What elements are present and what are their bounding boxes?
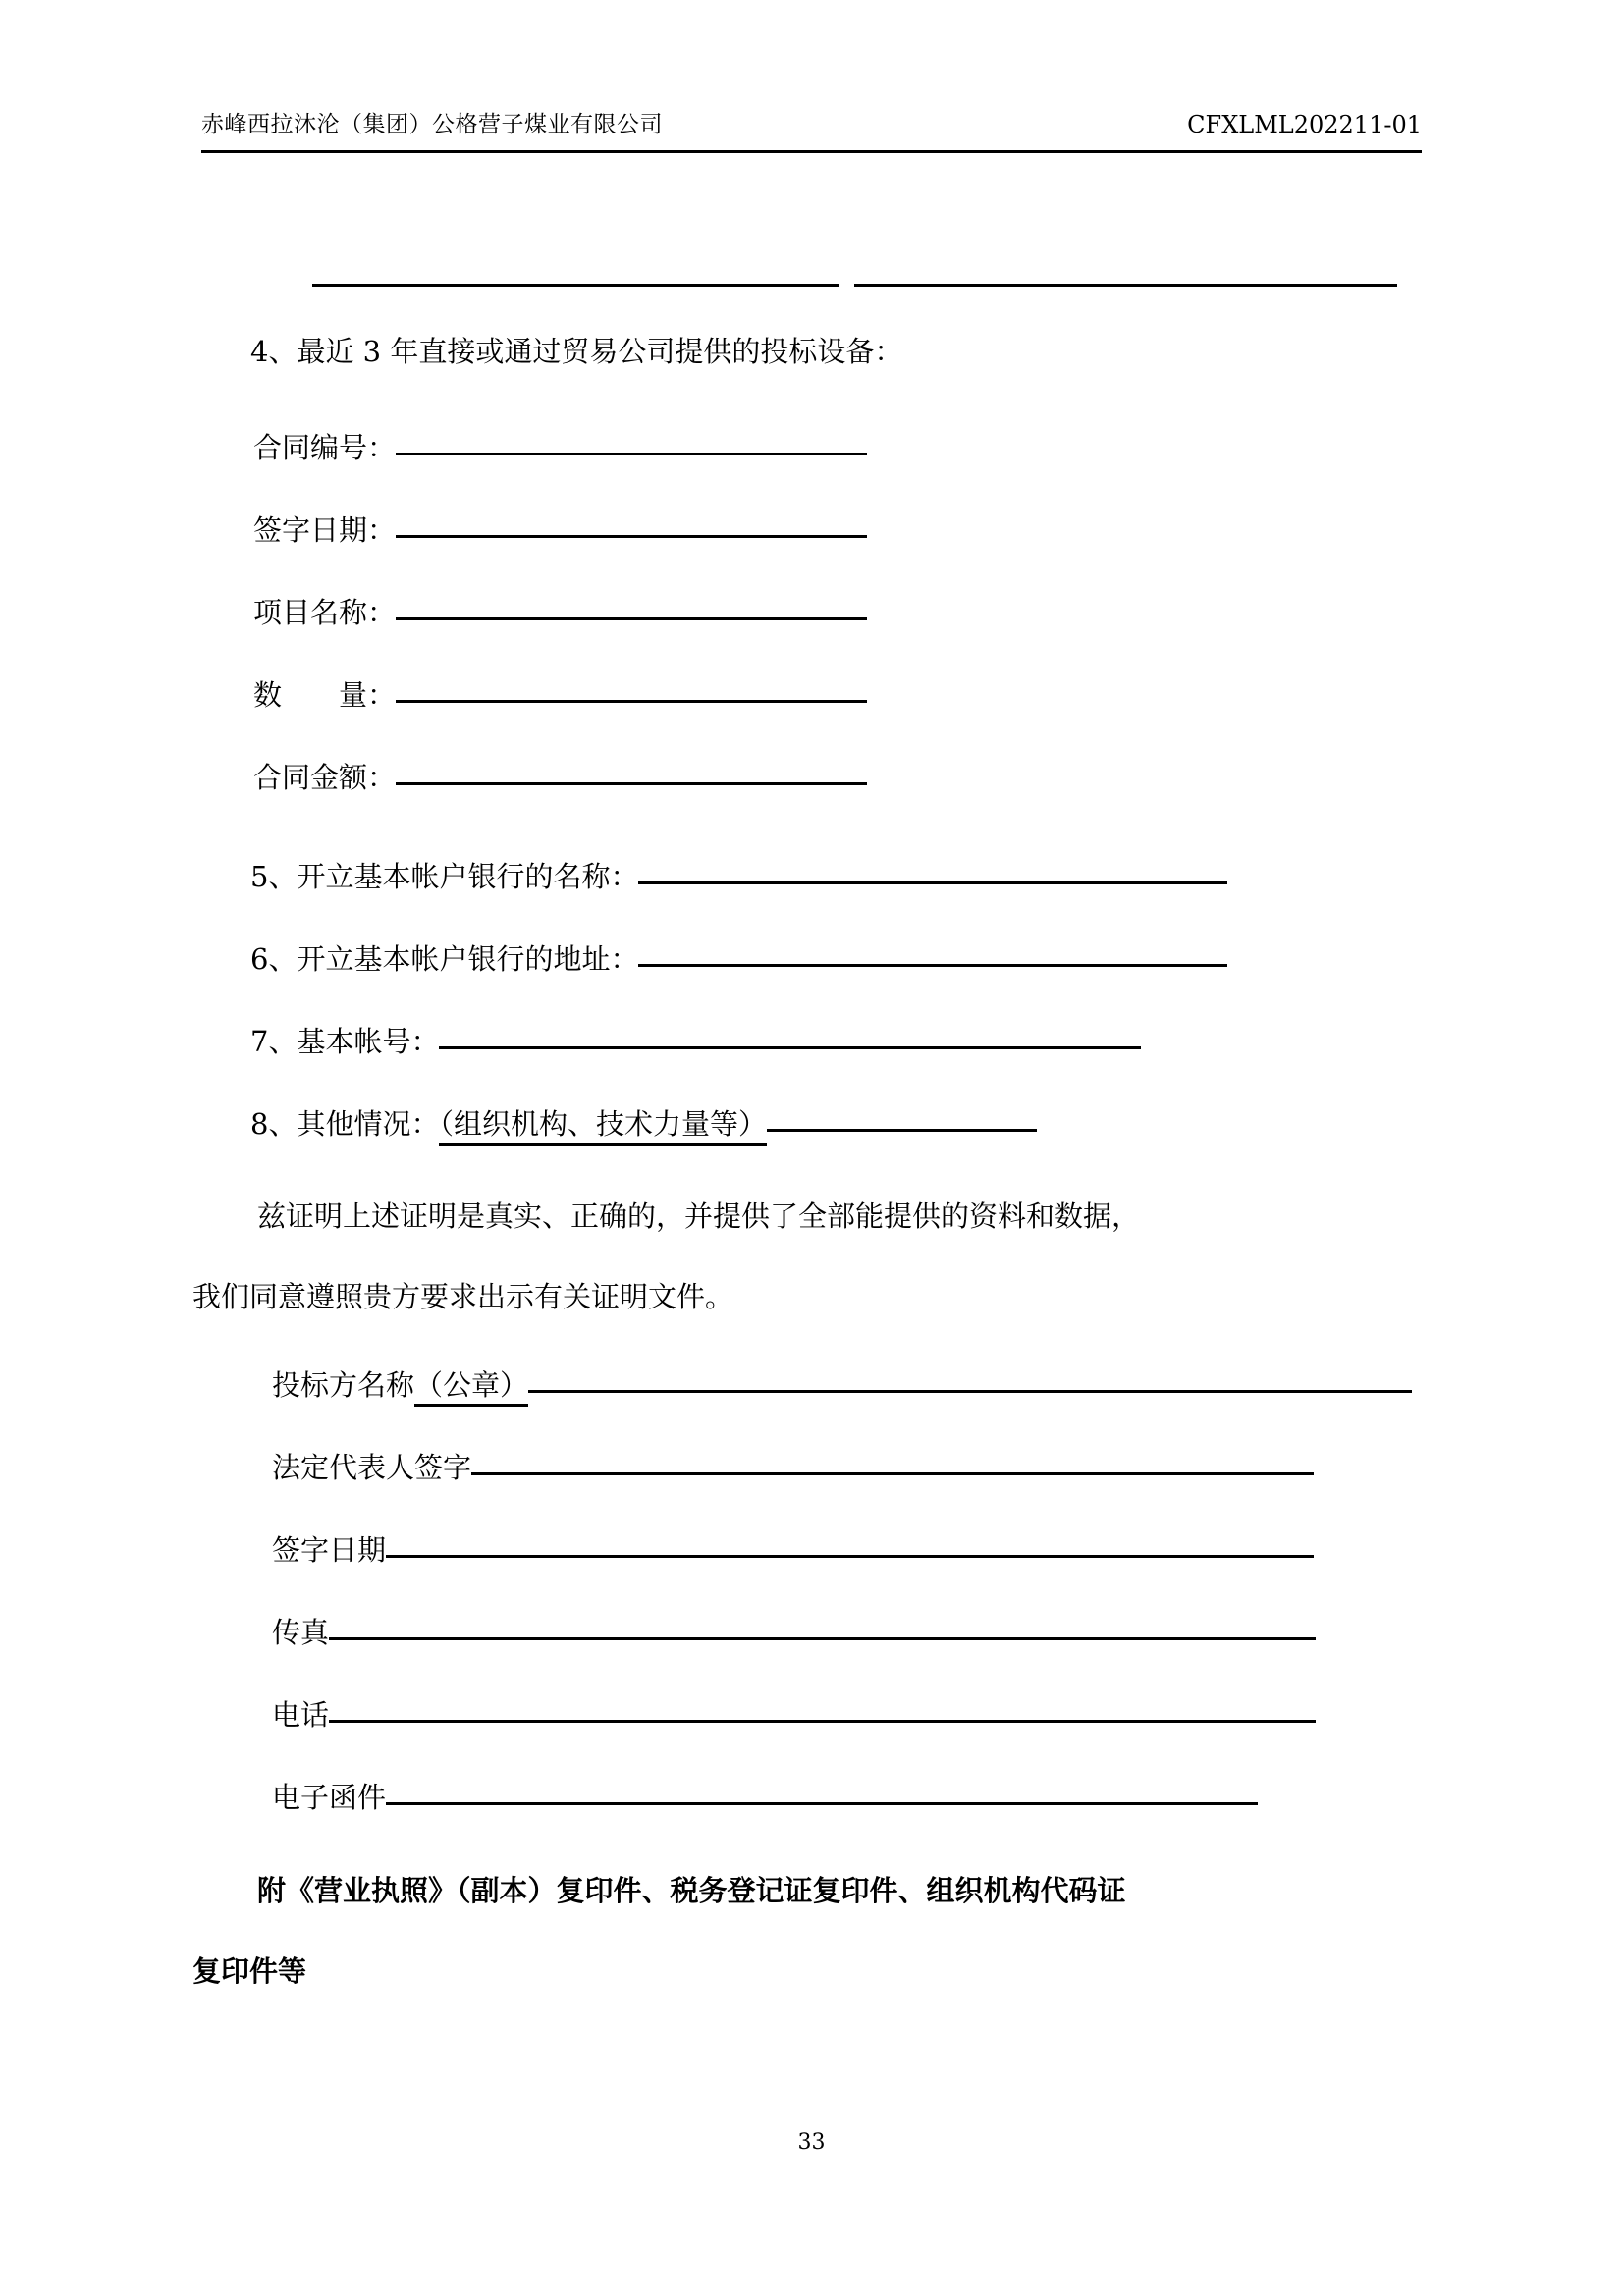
item-5-label: 5、开立基本帐户银行的名称：: [250, 860, 639, 893]
item-5-blank[interactable]: [638, 856, 1227, 884]
item-6-label: 6、开立基本帐户银行的地址：: [250, 942, 639, 976]
field-sign-date-label: 签字日期：: [253, 513, 397, 547]
item-8-note[interactable]: （组织机构、技术力量等）: [439, 1107, 767, 1146]
header-document-code: CFXLML202211-01: [1187, 111, 1422, 138]
carryover-blank-right: [854, 284, 1397, 287]
signature-field-bidder-name: [272, 1364, 1412, 1406]
item-8-blank[interactable]: [767, 1103, 1037, 1132]
signature-field-email-label: 电子函件: [272, 1781, 387, 1814]
field-contract-number-blank[interactable]: [396, 427, 867, 455]
field-quantity: [253, 674, 867, 716]
item-5-bank-name: [250, 856, 1227, 897]
signature-field-phone-label: 电话: [272, 1698, 330, 1732]
attachment-note-line-1: 附《营业执照》（副本）复印件、税务登记证复印件、组织机构代码证: [257, 1874, 1126, 1907]
field-quantity-label-suffix: 量：: [339, 678, 397, 712]
field-project-name-blank[interactable]: [396, 592, 867, 620]
field-contract-amount: [253, 757, 867, 798]
signature-field-legal-rep-blank[interactable]: [471, 1447, 1314, 1475]
page-header: [201, 108, 1422, 155]
field-sign-date: [253, 509, 867, 551]
field-sign-date-blank[interactable]: [396, 509, 867, 538]
field-project-name: [253, 592, 867, 633]
carryover-blank-left: [312, 284, 839, 287]
signature-field-sign-date-blank[interactable]: [386, 1529, 1314, 1558]
item-6-bank-address: [250, 938, 1227, 980]
field-contract-number: [253, 427, 867, 468]
item-4-heading: 4、最近 3 年直接或通过贸易公司提供的投标设备：: [250, 335, 903, 368]
field-contract-number-label: 合同编号：: [253, 431, 397, 464]
header-divider: [201, 150, 1422, 153]
item-7-account-number: [250, 1021, 1141, 1062]
signature-field-phone: [272, 1694, 1316, 1735]
signature-field-sign-date: [272, 1529, 1314, 1571]
declaration-line-2: 我们同意遵照贵方要求出示有关证明文件。: [192, 1280, 734, 1313]
field-quantity-blank[interactable]: [396, 674, 867, 703]
header-company-name: 赤峰西拉沐沦（集团）公格营子煤业有限公司: [201, 112, 663, 137]
carryover-blank-row: [201, 273, 1422, 287]
attachment-note-line-2: 复印件等: [192, 1954, 307, 1988]
field-contract-amount-label: 合同金额：: [253, 761, 397, 794]
signature-field-bidder-name-note: （公章）: [414, 1368, 528, 1407]
declaration-line-1: 兹证明上述证明是真实、正确的，并提供了全部能提供的资料和数据，: [257, 1200, 1141, 1233]
page-number: 33: [797, 2130, 826, 2155]
signature-field-sign-date-label: 签字日期: [272, 1533, 387, 1567]
signature-field-bidder-name-label: 投标方名称: [272, 1368, 415, 1402]
item-8-other-info: [250, 1103, 1037, 1145]
item-8-label: 8、其他情况：: [250, 1107, 440, 1141]
item-7-label: 7、基本帐号：: [250, 1025, 440, 1058]
item-6-blank[interactable]: [638, 938, 1227, 967]
signature-field-phone-blank[interactable]: [329, 1694, 1316, 1723]
field-project-name-label: 项目名称：: [253, 596, 397, 629]
field-contract-amount-blank[interactable]: [396, 757, 867, 785]
field-quantity-label: 数: [253, 678, 283, 712]
signature-field-legal-rep: [272, 1447, 1314, 1488]
item-7-blank[interactable]: [439, 1021, 1141, 1049]
signature-field-fax-label: 传真: [272, 1616, 330, 1649]
signature-field-legal-rep-label: 法定代表人签字: [272, 1451, 472, 1484]
signature-field-fax-blank[interactable]: [329, 1612, 1316, 1640]
signature-field-bidder-name-blank[interactable]: [528, 1364, 1412, 1393]
signature-field-email-blank[interactable]: [386, 1777, 1258, 1805]
signature-field-email: [272, 1777, 1258, 1818]
signature-field-fax: [272, 1612, 1316, 1653]
